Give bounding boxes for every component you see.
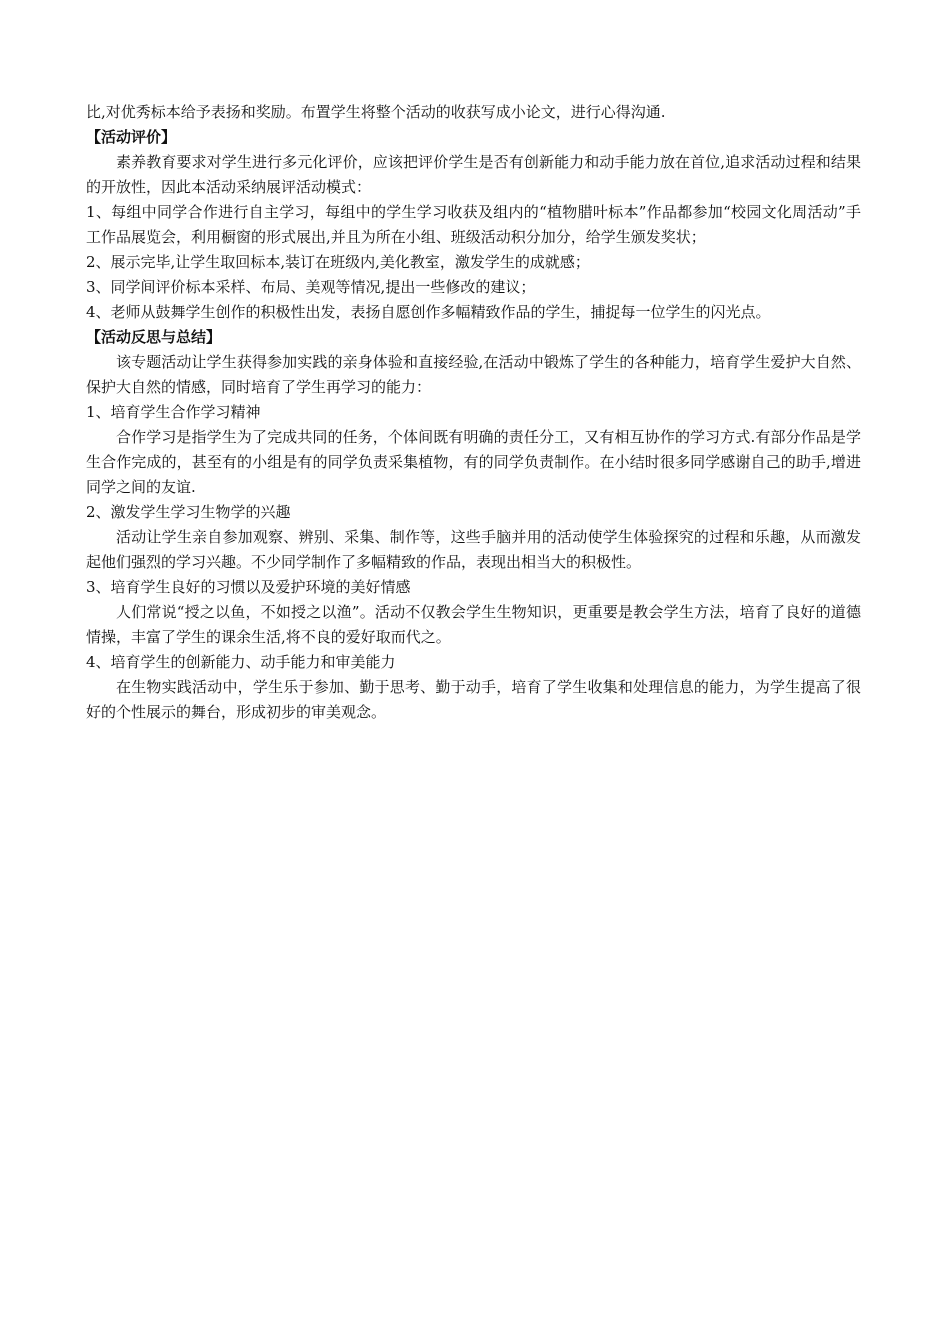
heading-activity-evaluation: 【活动评价】 <box>86 128 177 146</box>
paragraph-reflection-intro: 该专题活动让学生获得参加实践的亲身体验和直接经验,在活动中锻炼了学生的各种能力，培育学生爱护大自然、保护大自然的情感，同时培育了学生再学习的能力： <box>86 353 861 396</box>
document-page <box>86 100 861 725</box>
paragraph-cooperation: 合作学习是指学生为了完成共同的任务，个体间既有明确的责任分工，又有相互协作的学习方式.有部分作品是学生合作完成的，甚至有的小组是有的同学负责采集植物，有的同学负责制作。在小结时很多同学感谢自己的助手,增进同学之间的友谊. <box>86 428 861 496</box>
subheading-interest: 2、激发学生学习生物学的兴趣 <box>86 503 291 521</box>
list-item-evaluation-1: 1、每组中同学合作进行自主学习，每组中的学生学习收获及组内的“植物腊叶标本”作品都参加“校园文化周活动”手工作品展览会，利用橱窗的形式展出,并且为所在小组、班级活动积分加分，给学生颁发奖状； <box>86 203 861 246</box>
paragraph-evaluation-intro: 素养教育要求对学生进行多元化评价，应该把评价学生是否有创新能力和动手能力放在首位,追求活动过程和结果的开放性，因此本活动采纳展评活动模式： <box>86 153 861 196</box>
subheading-abilities: 4、培育学生的创新能力、动手能力和审美能力 <box>86 653 396 671</box>
heading-reflection-summary: 【活动反思与总结】 <box>86 328 222 346</box>
paragraph-habits: 人们常说“授之以鱼，不如授之以渔”。活动不仅教会学生生物知识，更重要是教会学生方法，培育了良好的道德情操，丰富了学生的课余生活,将不良的爱好取而代之。 <box>86 603 861 646</box>
subheading-cooperation: 1、培育学生合作学习精神 <box>86 403 261 421</box>
list-item-evaluation-3: 3、同学间评价标本采样、布局、美观等情况,提出一些修改的建议； <box>86 278 536 296</box>
paragraph-interest: 活动让学生亲自参加观察、辨别、采集、制作等，这些手脑并用的活动使学生体验探究的过程和乐趣，从而激发起他们强烈的学习兴趣。不少同学制作了多幅精致的作品，表现出相当大的积极性。 <box>86 528 861 571</box>
list-item-evaluation-4: 4、老师从鼓舞学生创作的积极性出发，表扬自愿创作多幅精致作品的学生，捕捉每一位学生的闪光点。 <box>86 303 771 321</box>
paragraph-intro: 比,对优秀标本给予表扬和奖励。布置学生将整个活动的收获写成小论文，进行心得沟通. <box>86 103 666 121</box>
subheading-habits: 3、培育学生良好的习惯以及爱护环境的美好情感 <box>86 578 411 596</box>
list-item-evaluation-2: 2、展示完毕,让学生取回标本,装订在班级内,美化教室，激发学生的成就感； <box>86 253 590 271</box>
paragraph-abilities: 在生物实践活动中，学生乐于参加、勤于思考、勤于动手，培育了学生收集和处理信息的能力，为学生提高了很好的个性展示的舞台，形成初步的审美观念。 <box>86 678 861 721</box>
